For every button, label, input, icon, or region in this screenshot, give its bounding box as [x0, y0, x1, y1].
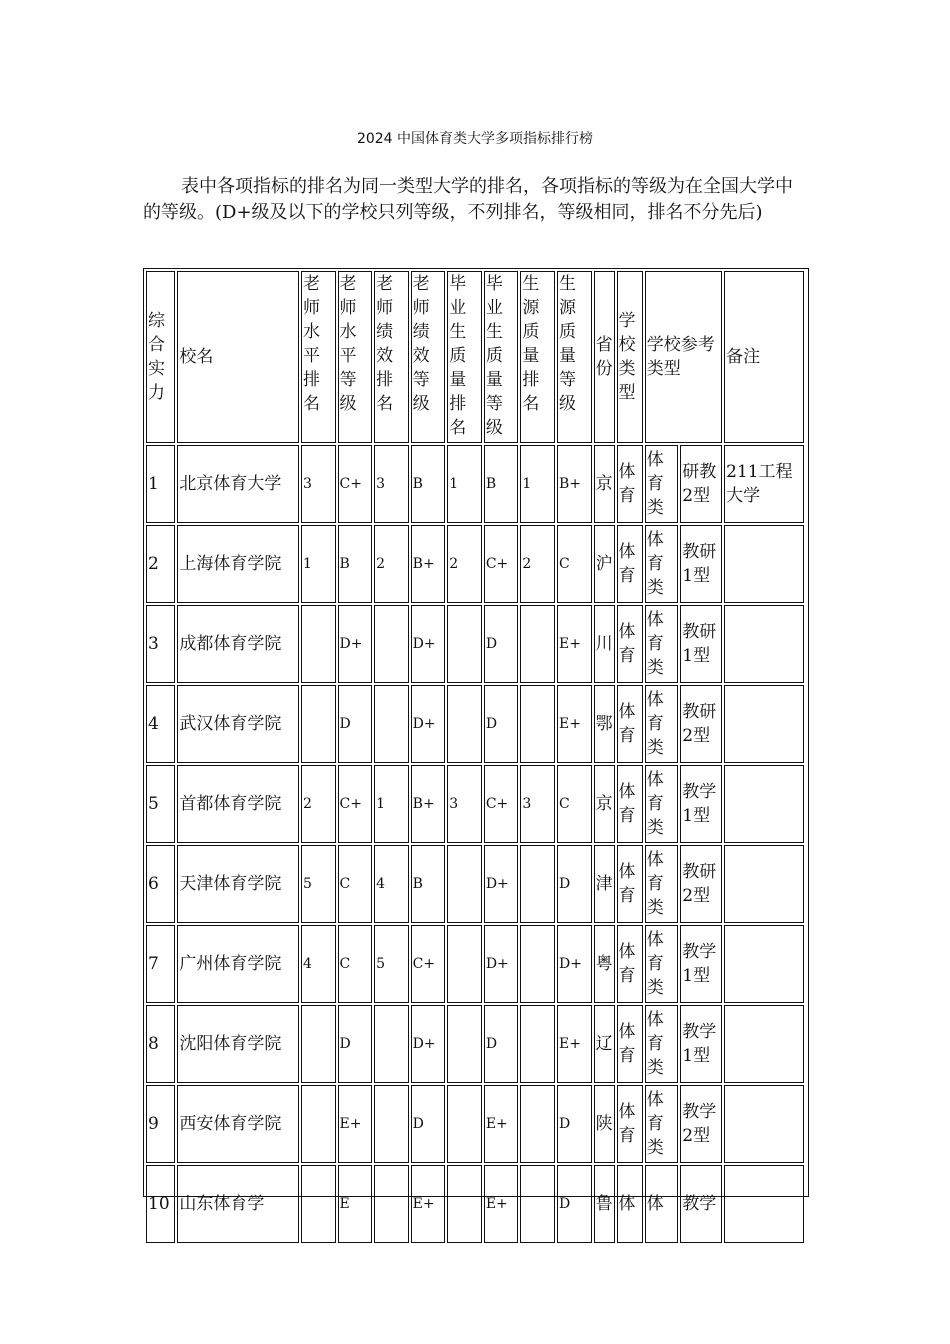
- cell-teacher-level-rank: [301, 1085, 336, 1163]
- cell-note: [724, 1005, 804, 1083]
- cell-province: 京: [594, 765, 615, 843]
- cell-teacher-level-grade: D+: [338, 605, 373, 683]
- cell-province: 京: [594, 445, 615, 523]
- cell-ref-type: 教研2型: [680, 845, 722, 923]
- cell-grad-quality-grade: B: [484, 445, 519, 523]
- cell-school-type: 体育: [617, 685, 643, 763]
- cell-teacher-perf-grade: D+: [411, 685, 446, 763]
- header-school-type: 学校类型: [617, 271, 643, 443]
- cell-student-quality-grade: D: [557, 1085, 592, 1163]
- header-student-quality-grade: 生源质量等级: [557, 271, 592, 443]
- cell-rank: 1: [146, 445, 175, 523]
- cell-grad-quality-rank: 1: [447, 445, 482, 523]
- table-row: [146, 1165, 804, 1243]
- header-teacher-level-rank: 老师水平排名: [301, 271, 336, 443]
- cell-teacher-perf-grade: B: [411, 445, 446, 523]
- cell-student-quality-rank: 1: [520, 445, 555, 523]
- cell-ref-category: 体育类: [645, 1085, 679, 1163]
- cell-student-quality-grade: E+: [557, 605, 592, 683]
- cell-grad-quality-rank: [447, 1085, 482, 1163]
- table-row: [146, 1005, 804, 1083]
- cell-province: 鲁: [594, 1165, 615, 1243]
- cell-student-quality-grade: D: [557, 845, 592, 923]
- cell-grad-quality-grade: D+: [484, 925, 519, 1003]
- table-row: [146, 845, 804, 923]
- header-grad-quality-grade: 毕业生质量等级: [484, 271, 519, 443]
- cell-ref-type: 教学: [680, 1165, 722, 1243]
- cell-school-name: 天津体育学院: [177, 845, 299, 923]
- cell-grad-quality-grade: D+: [484, 845, 519, 923]
- cell-note: [724, 525, 804, 603]
- cell-teacher-perf-grade: D: [411, 1085, 446, 1163]
- header-note: 备注: [724, 271, 804, 443]
- cell-teacher-level-rank: 2: [301, 765, 336, 843]
- cell-teacher-perf-rank: 2: [374, 525, 409, 603]
- cell-rank: 9: [146, 1085, 175, 1163]
- cell-ref-category: 体育类: [645, 605, 679, 683]
- cell-ref-category: 体育类: [645, 685, 679, 763]
- cell-grad-quality-rank: [447, 1005, 482, 1083]
- cell-student-quality-grade: E+: [557, 1005, 592, 1083]
- cell-teacher-level-grade: D: [338, 1005, 373, 1083]
- cell-student-quality-rank: [520, 1005, 555, 1083]
- cell-ref-type: 教研1型: [680, 605, 722, 683]
- cell-teacher-perf-rank: [374, 605, 409, 683]
- cell-school-type: 体育: [617, 845, 643, 923]
- cell-grad-quality-rank: [447, 845, 482, 923]
- cell-student-quality-grade: C: [557, 525, 592, 603]
- header-name: 校名: [177, 271, 299, 443]
- cell-teacher-level-grade: E+: [338, 1085, 373, 1163]
- cell-school-name: 沈阳体育学院: [177, 1005, 299, 1083]
- cell-grad-quality-rank: [447, 925, 482, 1003]
- table-row: [146, 685, 804, 763]
- table-row: [146, 445, 804, 523]
- ranking-table: [144, 269, 806, 1245]
- cell-teacher-perf-rank: 1: [374, 765, 409, 843]
- cell-note: [724, 845, 804, 923]
- cell-student-quality-grade: D+: [557, 925, 592, 1003]
- page-title: 2024 中国体育类大学多项指标排行榜: [356, 131, 594, 147]
- cell-teacher-level-rank: [301, 685, 336, 763]
- cell-note: 211工程大学: [724, 445, 804, 523]
- cell-ref-type: 研教2型: [680, 445, 722, 523]
- cell-grad-quality-grade: E+: [484, 1085, 519, 1163]
- cell-rank: 7: [146, 925, 175, 1003]
- cell-province: 鄂: [594, 685, 615, 763]
- cell-teacher-level-grade: D: [338, 685, 373, 763]
- header-rank: 综合实力: [146, 271, 175, 443]
- cell-rank: 2: [146, 525, 175, 603]
- cell-school-type: 体育: [617, 1085, 643, 1163]
- cell-student-quality-rank: [520, 1085, 555, 1163]
- cell-ref-type: 教学1型: [680, 1005, 722, 1083]
- cell-school-type: 体育: [617, 925, 643, 1003]
- cell-grad-quality-grade: D: [484, 1005, 519, 1083]
- cell-ref-category: 体育类: [645, 445, 679, 523]
- cell-rank: 3: [146, 605, 175, 683]
- cell-ref-type: 教研2型: [680, 685, 722, 763]
- intro-text: 表中各项指标的排名为同一类型大学的排名，各项指标的等级为在全国大学中的等级。(D+级及以下的学校只列等级，不列排名，等级相同，排名不分先后): [143, 176, 793, 223]
- cell-school-name: 成都体育学院: [177, 605, 299, 683]
- cell-ref-type: 教研1型: [680, 525, 722, 603]
- cell-student-quality-rank: 3: [520, 765, 555, 843]
- cell-teacher-perf-grade: B: [411, 845, 446, 923]
- cell-student-quality-rank: [520, 845, 555, 923]
- cell-school-name: 北京体育大学: [177, 445, 299, 523]
- cell-school-name: 广州体育学院: [177, 925, 299, 1003]
- cell-student-quality-grade: C: [557, 765, 592, 843]
- cell-teacher-level-grade: C: [338, 845, 373, 923]
- header-teacher-level-grade: 老师水平等级: [338, 271, 373, 443]
- cell-teacher-level-rank: [301, 1165, 336, 1243]
- cell-teacher-perf-rank: 4: [374, 845, 409, 923]
- cell-school-type: 体育: [617, 605, 643, 683]
- header-teacher-perf-rank: 老师绩效排名: [374, 271, 409, 443]
- cell-teacher-level-rank: 3: [301, 445, 336, 523]
- cell-student-quality-grade: D: [557, 1165, 592, 1243]
- cell-province: 沪: [594, 525, 615, 603]
- cell-teacher-level-grade: C+: [338, 765, 373, 843]
- cell-province: 陕: [594, 1085, 615, 1163]
- cell-note: [724, 925, 804, 1003]
- cell-teacher-perf-rank: [374, 1165, 409, 1243]
- cell-student-quality-grade: E+: [557, 685, 592, 763]
- cell-teacher-level-rank: [301, 1005, 336, 1083]
- table-row: [146, 1085, 804, 1163]
- cell-teacher-perf-rank: [374, 1005, 409, 1083]
- cell-grad-quality-grade: C+: [484, 525, 519, 603]
- cell-province: 津: [594, 845, 615, 923]
- cell-teacher-level-grade: C+: [338, 445, 373, 523]
- cell-student-quality-rank: [520, 605, 555, 683]
- header-grad-quality-rank: 毕业生质量排名: [447, 271, 482, 443]
- cell-ref-category: 体: [645, 1165, 679, 1243]
- cell-ref-type: 教学2型: [680, 1085, 722, 1163]
- header-row: [146, 271, 804, 443]
- cell-note: [724, 685, 804, 763]
- cell-teacher-perf-grade: B+: [411, 765, 446, 843]
- cell-ref-category: 体育类: [645, 525, 679, 603]
- cell-teacher-perf-rank: 5: [374, 925, 409, 1003]
- cell-student-quality-rank: [520, 685, 555, 763]
- cell-province: 辽: [594, 1005, 615, 1083]
- cell-school-type: 体育: [617, 765, 643, 843]
- cell-ref-category: 体育类: [645, 765, 679, 843]
- cell-student-quality-rank: [520, 1165, 555, 1243]
- cell-school-type: 体: [617, 1165, 643, 1243]
- cell-teacher-level-grade: E: [338, 1165, 373, 1243]
- cell-grad-quality-rank: 3: [447, 765, 482, 843]
- header-student-quality-rank: 生源质量排名: [520, 271, 555, 443]
- header-ref-type: 学校参考类型: [645, 271, 722, 443]
- cell-school-name: 上海体育学院: [177, 525, 299, 603]
- header-teacher-perf-grade: 老师绩效等级: [411, 271, 446, 443]
- cell-teacher-level-grade: B: [338, 525, 373, 603]
- cell-grad-quality-grade: C+: [484, 765, 519, 843]
- cell-grad-quality-rank: [447, 605, 482, 683]
- cell-teacher-level-grade: C: [338, 925, 373, 1003]
- cell-grad-quality-rank: [447, 685, 482, 763]
- cell-school-name: 西安体育学院: [177, 1085, 299, 1163]
- table-row: [146, 605, 804, 683]
- cell-teacher-level-rank: [301, 605, 336, 683]
- cell-province: 川: [594, 605, 615, 683]
- cell-teacher-level-rank: 4: [301, 925, 336, 1003]
- cell-school-type: 体育: [617, 1005, 643, 1083]
- cell-student-quality-rank: [520, 925, 555, 1003]
- cell-province: 粤: [594, 925, 615, 1003]
- cell-student-quality-grade: B+: [557, 445, 592, 523]
- cell-grad-quality-rank: 2: [447, 525, 482, 603]
- cell-note: [724, 605, 804, 683]
- cell-school-name: 首都体育学院: [177, 765, 299, 843]
- cell-ref-category: 体育类: [645, 845, 679, 923]
- cell-rank: 10: [146, 1165, 175, 1243]
- cell-school-type: 体育: [617, 525, 643, 603]
- cell-teacher-perf-grade: B+: [411, 525, 446, 603]
- cell-teacher-level-rank: 1: [301, 525, 336, 603]
- cell-grad-quality-grade: E+: [484, 1165, 519, 1243]
- cell-ref-type: 教学1型: [680, 765, 722, 843]
- cell-grad-quality-rank: [447, 1165, 482, 1243]
- cell-teacher-perf-rank: [374, 1085, 409, 1163]
- cell-note: [724, 1165, 804, 1243]
- cell-school-type: 体育: [617, 445, 643, 523]
- table-row: [146, 765, 804, 843]
- table-row: [146, 525, 804, 603]
- cell-rank: 5: [146, 765, 175, 843]
- intro-paragraph: [143, 174, 807, 226]
- cell-school-name: 山东体育学: [177, 1165, 299, 1243]
- ranking-table-frame: [143, 268, 809, 1214]
- cell-ref-category: 体育类: [645, 1005, 679, 1083]
- table-row: [146, 925, 804, 1003]
- cell-grad-quality-grade: D: [484, 605, 519, 683]
- header-province: 省份: [594, 271, 615, 443]
- cell-teacher-perf-rank: [374, 685, 409, 763]
- cell-teacher-perf-grade: D+: [411, 1005, 446, 1083]
- cell-rank: 4: [146, 685, 175, 763]
- cell-note: [724, 1085, 804, 1163]
- cell-ref-type: 教学1型: [680, 925, 722, 1003]
- cell-teacher-level-rank: 5: [301, 845, 336, 923]
- cell-teacher-perf-rank: 3: [374, 445, 409, 523]
- cell-ref-category: 体育类: [645, 925, 679, 1003]
- cell-teacher-perf-grade: D+: [411, 605, 446, 683]
- cell-student-quality-rank: 2: [520, 525, 555, 603]
- cell-rank: 6: [146, 845, 175, 923]
- cell-rank: 8: [146, 1005, 175, 1083]
- cell-grad-quality-grade: D: [484, 685, 519, 763]
- cell-school-name: 武汉体育学院: [177, 685, 299, 763]
- cell-teacher-perf-grade: C+: [411, 925, 446, 1003]
- cell-note: [724, 765, 804, 843]
- cell-teacher-perf-grade: E+: [411, 1165, 446, 1243]
